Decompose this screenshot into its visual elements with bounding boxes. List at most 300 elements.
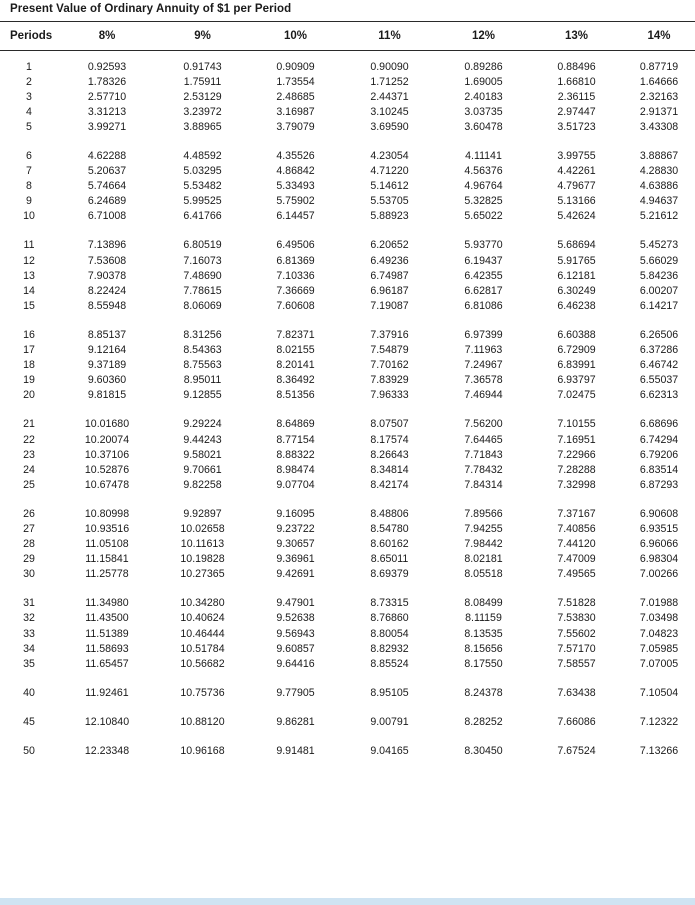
value-cell: 7.01988 [639,597,679,610]
group-spacer [0,51,695,60]
value-cell: 5.74664 [87,180,127,193]
value-cell: 6.87293 [639,478,679,491]
table-row [0,714,695,729]
value-cell: 9.12855 [183,389,222,402]
value-cell: 7.05985 [639,642,679,655]
value-cell: 8.42174 [370,478,409,491]
header-row [0,22,695,51]
value-cell: 7.89566 [464,507,503,520]
value-cell: 11.15841 [85,553,129,566]
table-row [0,343,695,358]
period-cell: 45 [23,715,35,728]
value-cell: 6.80519 [183,239,222,252]
value-cell: 10.34280 [180,597,225,610]
value-cell: 7.10336 [276,269,315,282]
value-cell: 1.75911 [183,75,222,88]
period-cell: 13 [23,269,35,282]
spacer-cell [0,224,695,238]
table-row [0,506,695,521]
table-row [0,656,695,671]
table-row [0,552,695,567]
value-cell: 7.11963 [464,344,503,357]
value-cell: 10.20074 [84,433,130,446]
value-cell: 2.91371 [639,105,679,118]
value-cell: 8.31256 [183,328,222,341]
value-cell: 2.53129 [183,90,222,103]
value-cell: 6.00207 [639,284,679,297]
value-cell: 7.22966 [557,448,596,461]
col-header-rate: 8% [58,22,156,51]
value-cell: 7.13266 [639,745,679,758]
value-cell: 10.46444 [180,627,225,640]
value-cell: 5.21612 [639,210,679,223]
value-cell: 3.60478 [464,120,503,133]
value-cell: 5.65022 [464,210,503,223]
value-cell: 3.69590 [370,120,409,133]
value-cell: 2.40183 [464,90,503,103]
period-cell: 14 [23,284,35,297]
value-cell: 7.70162 [370,359,409,372]
value-cell: 3.10245 [370,105,409,118]
value-cell: 6.42355 [464,269,503,282]
value-cell: 7.10155 [557,418,596,431]
value-cell: 2.36115 [557,90,596,103]
value-cell: 7.78432 [464,463,503,476]
period-cell: 35 [23,657,35,670]
value-cell: 7.64465 [464,433,503,446]
value-cell: 7.49565 [557,568,596,581]
value-cell: 10.96168 [180,745,225,758]
value-cell: 4.56376 [464,165,503,178]
value-cell: 9.58021 [183,448,222,461]
value-cell: 1.73554 [276,75,315,88]
table-row [0,148,695,163]
period-cell: 34 [23,642,35,655]
value-cell: 8.69379 [370,568,409,581]
period-cell: 8 [26,180,32,193]
period-cell: 19 [23,374,35,387]
value-cell: 11.58693 [85,642,129,655]
value-cell: 9.42691 [276,568,315,581]
value-cell: 9.70661 [183,463,222,476]
value-cell: 7.07005 [639,657,679,670]
table-row [0,358,695,373]
value-cell: 7.36578 [464,374,503,387]
spacer-cell [0,134,695,148]
group-spacer [0,729,695,743]
value-cell: 7.48690 [183,269,222,282]
value-cell: 7.67524 [557,745,596,758]
table-row [0,283,695,298]
table-row [0,253,695,268]
col-header-rate: 11% [342,22,437,51]
value-cell: 3.43308 [639,120,679,133]
value-cell: 8.75563 [183,359,222,372]
table-row [0,89,695,104]
value-cell: 6.93797 [557,374,596,387]
value-cell: 0.90090 [370,60,409,73]
value-cell: 8.76860 [370,612,409,625]
value-cell: 7.46944 [464,389,503,402]
value-cell: 5.14612 [370,180,409,193]
value-cell: 5.20637 [87,165,127,178]
period-cell: 11 [23,239,35,252]
value-cell: 7.56200 [464,418,503,431]
value-cell: 11.51389 [85,627,129,640]
spacer-cell [0,51,695,60]
value-cell: 8.88322 [276,448,315,461]
annuity-table [0,21,695,759]
annuity-table-container [0,21,695,759]
value-cell: 6.98304 [639,553,679,566]
value-cell: 7.55602 [557,627,596,640]
period-cell: 33 [23,627,35,640]
value-cell: 6.72909 [557,344,596,357]
table-row [0,59,695,74]
group-spacer [0,313,695,327]
period-cell: 18 [23,359,35,372]
group-spacer [0,582,695,596]
value-cell: 5.75902 [276,195,315,208]
table-row [0,104,695,119]
value-cell: 8.95011 [183,374,222,387]
table-row [0,74,695,89]
value-cell: 0.87719 [639,60,679,73]
table-body [0,51,695,759]
value-cell: 4.35526 [276,150,315,163]
value-cell: 6.20652 [370,239,409,252]
value-cell: 6.96066 [639,538,679,551]
value-cell: 7.96333 [370,389,409,402]
value-cell: 5.32825 [464,195,503,208]
value-cell: 7.94255 [464,522,503,535]
value-cell: 7.98442 [464,538,503,551]
col-header-rate: 12% [437,22,530,51]
value-cell: 10.67478 [84,478,130,491]
value-cell: 7.12322 [639,715,679,728]
value-cell: 2.44371 [370,90,409,103]
value-cell: 1.64666 [639,75,679,88]
period-cell: 24 [23,463,35,476]
value-cell: 6.41766 [183,210,222,223]
table-row [0,327,695,342]
value-cell: 8.80054 [370,627,409,640]
value-cell: 5.53705 [370,195,409,208]
value-cell: 7.66086 [557,715,596,728]
value-cell: 5.66029 [639,254,679,267]
period-cell: 25 [23,478,35,491]
value-cell: 8.55948 [87,299,127,312]
value-cell: 4.48592 [183,150,222,163]
value-cell: 3.88867 [639,150,679,163]
value-cell: 4.96764 [464,180,503,193]
value-cell: 8.85137 [87,328,127,341]
value-cell: 4.42261 [557,165,596,178]
value-cell: 2.48685 [276,90,315,103]
value-cell: 0.91743 [183,60,222,73]
value-cell: 6.93515 [639,522,679,535]
value-cell: 6.60388 [557,328,596,341]
value-cell: 5.93770 [464,239,503,252]
table-row [0,596,695,611]
value-cell: 8.98474 [276,463,315,476]
value-cell: 6.46742 [639,359,679,372]
value-cell: 2.32163 [639,90,679,103]
spacer-cell [0,403,695,417]
value-cell: 1.66810 [557,75,596,88]
period-cell: 6 [26,150,32,163]
period-cell: 22 [23,433,35,446]
value-cell: 8.22424 [87,284,127,297]
table-row [0,641,695,656]
table-row [0,521,695,536]
value-cell: 4.11141 [465,150,502,163]
table-row [0,238,695,253]
value-cell: 8.20141 [276,359,315,372]
period-cell: 30 [23,568,35,581]
value-cell: 8.64869 [276,418,315,431]
col-header-rate: 13% [530,22,623,51]
value-cell: 10.75736 [180,686,225,699]
value-cell: 7.63438 [557,686,596,699]
value-cell: 6.49236 [370,254,409,267]
table-title: Present Value of Ordinary Annuity of $1 per Period [10,3,292,15]
value-cell: 10.11613 [180,538,225,551]
value-cell: 6.79206 [639,448,679,461]
value-cell: 8.13535 [464,627,503,640]
value-cell: 9.44243 [183,433,222,446]
value-cell: 7.40856 [557,522,596,535]
value-cell: 8.48806 [370,507,409,520]
value-cell: 6.71008 [87,210,127,223]
value-cell: 10.01680 [84,418,130,431]
period-cell: 10 [23,210,35,223]
value-cell: 3.99755 [557,150,596,163]
value-cell: 8.26643 [370,448,409,461]
value-cell: 4.86842 [276,165,315,178]
value-cell: 10.93516 [84,522,130,535]
value-cell: 7.37916 [370,328,409,341]
value-cell: 6.74294 [639,433,679,446]
value-cell: 6.83514 [639,463,679,476]
table-row [0,119,695,134]
value-cell: 9.91481 [276,745,315,758]
value-cell: 10.27365 [180,568,225,581]
table-row [0,477,695,492]
value-cell: 5.42624 [557,210,596,223]
period-cell: 16 [23,328,35,341]
table-row [0,611,695,626]
value-cell: 7.36669 [276,284,315,297]
col-header-rate: 9% [156,22,249,51]
value-cell: 6.19437 [464,254,503,267]
value-cell: 12.23348 [84,745,130,758]
value-cell: 1.78326 [87,75,127,88]
value-cell: 9.77905 [276,686,315,699]
group-spacer [0,700,695,714]
value-cell: 4.79677 [557,180,596,193]
value-cell: 1.69005 [464,75,503,88]
value-cell: 5.88923 [370,210,409,223]
value-cell: 7.04823 [639,627,679,640]
table-row [0,462,695,477]
value-cell: 11.92461 [85,686,129,699]
value-cell: 9.12164 [87,344,127,357]
period-cell: 29 [23,553,35,566]
table-row [0,164,695,179]
value-cell: 10.19828 [180,553,225,566]
table-row [0,432,695,447]
value-cell: 10.56682 [180,657,225,670]
period-cell: 27 [23,522,35,535]
value-cell: 8.02181 [464,553,503,566]
period-cell: 12 [23,254,35,267]
period-cell: 20 [23,389,35,402]
value-cell: 7.60608 [276,299,315,312]
period-cell: 28 [23,538,35,551]
value-cell: 11.43500 [85,612,129,625]
value-cell: 8.30450 [464,745,503,758]
value-cell: 4.28830 [639,165,679,178]
value-cell: 5.68694 [557,239,596,252]
value-cell: 3.51723 [557,120,596,133]
value-cell: 5.03295 [183,165,222,178]
col-header-rate: 14% [623,22,695,51]
value-cell: 4.62288 [87,150,127,163]
value-cell: 3.88965 [183,120,222,133]
value-cell: 5.84236 [639,269,679,282]
value-cell: 10.02658 [180,522,225,535]
value-cell: 5.13166 [557,195,596,208]
value-cell: 7.03498 [639,612,679,625]
period-cell: 32 [23,612,35,625]
value-cell: 8.08499 [464,597,503,610]
value-cell: 8.02155 [276,344,315,357]
value-cell: 7.53608 [87,254,127,267]
value-cell: 6.14217 [639,299,679,312]
group-spacer [0,403,695,417]
value-cell: 11.05108 [85,538,129,551]
spacer-cell [0,492,695,506]
value-cell: 8.73315 [370,597,409,610]
value-cell: 8.17574 [370,433,409,446]
value-cell: 6.68696 [639,418,679,431]
value-cell: 7.83929 [370,374,409,387]
value-cell: 8.82932 [370,642,409,655]
value-cell: 7.28288 [557,463,596,476]
value-cell: 7.00266 [639,568,679,581]
period-cell: 7 [26,165,32,178]
value-cell: 1.71252 [370,75,409,88]
value-cell: 7.58557 [557,657,596,670]
value-cell: 6.30249 [557,284,596,297]
value-cell: 8.34814 [370,463,409,476]
value-cell: 10.37106 [84,448,130,461]
value-cell: 8.95105 [370,686,409,699]
table-row [0,626,695,641]
value-cell: 3.31213 [87,105,127,118]
value-cell: 11.34980 [85,597,129,610]
value-cell: 11.25778 [85,568,129,581]
col-header-rate: 10% [249,22,342,51]
value-cell: 5.53482 [183,180,222,193]
period-cell: 9 [26,195,32,208]
value-cell: 0.90909 [276,60,315,73]
value-cell: 7.54879 [370,344,409,357]
value-cell: 9.47901 [276,597,315,610]
value-cell: 6.81086 [464,299,503,312]
spacer-cell [0,582,695,596]
value-cell: 0.88496 [557,60,596,73]
value-cell: 6.37286 [639,344,679,357]
value-cell: 3.99271 [87,120,127,133]
col-header-periods: Periods [0,22,58,51]
value-cell: 6.90608 [639,507,679,520]
group-spacer [0,671,695,685]
table-row [0,268,695,283]
spacer-cell [0,313,695,327]
value-cell: 8.15656 [464,642,503,655]
value-cell: 11.65457 [85,657,129,670]
value-cell: 6.74987 [370,269,409,282]
group-spacer [0,134,695,148]
value-cell: 6.46238 [557,299,596,312]
table-row [0,743,695,758]
value-cell: 6.49506 [276,239,315,252]
value-cell: 6.62313 [639,389,679,402]
value-cell: 10.40624 [180,612,225,625]
table-row [0,447,695,462]
value-cell: 8.07507 [370,418,409,431]
value-cell: 9.60360 [87,374,127,387]
period-cell: 15 [23,299,35,312]
value-cell: 8.65011 [370,553,409,566]
value-cell: 7.24967 [464,359,503,372]
value-cell: 5.33493 [276,180,315,193]
value-cell: 7.44120 [557,538,596,551]
value-cell: 12.10840 [84,715,130,728]
period-cell: 17 [23,344,35,357]
value-cell: 2.97447 [557,105,596,118]
value-cell: 0.89286 [464,60,503,73]
value-cell: 7.57170 [557,642,596,655]
value-cell: 3.16987 [276,105,315,118]
value-cell: 8.17550 [464,657,503,670]
value-cell: 7.02475 [557,389,596,402]
period-cell: 23 [23,448,35,461]
value-cell: 9.60857 [276,642,315,655]
value-cell: 9.23722 [276,522,315,535]
value-cell: 9.64416 [276,657,315,670]
value-cell: 7.82371 [276,328,315,341]
spacer-cell [0,700,695,714]
value-cell: 7.90378 [87,269,127,282]
value-cell: 10.52876 [84,463,130,476]
period-cell: 2 [26,75,32,88]
value-cell: 10.51784 [180,642,225,655]
value-cell: 9.29224 [183,418,222,431]
table-row [0,209,695,224]
value-cell: 6.96187 [370,284,409,297]
value-cell: 9.30657 [276,538,315,551]
value-cell: 9.82258 [183,478,222,491]
value-cell: 6.14457 [276,210,315,223]
value-cell: 9.00791 [370,715,409,728]
table-row [0,194,695,209]
value-cell: 7.78615 [183,284,222,297]
value-cell: 9.56943 [276,627,315,640]
period-cell: 4 [26,105,32,118]
